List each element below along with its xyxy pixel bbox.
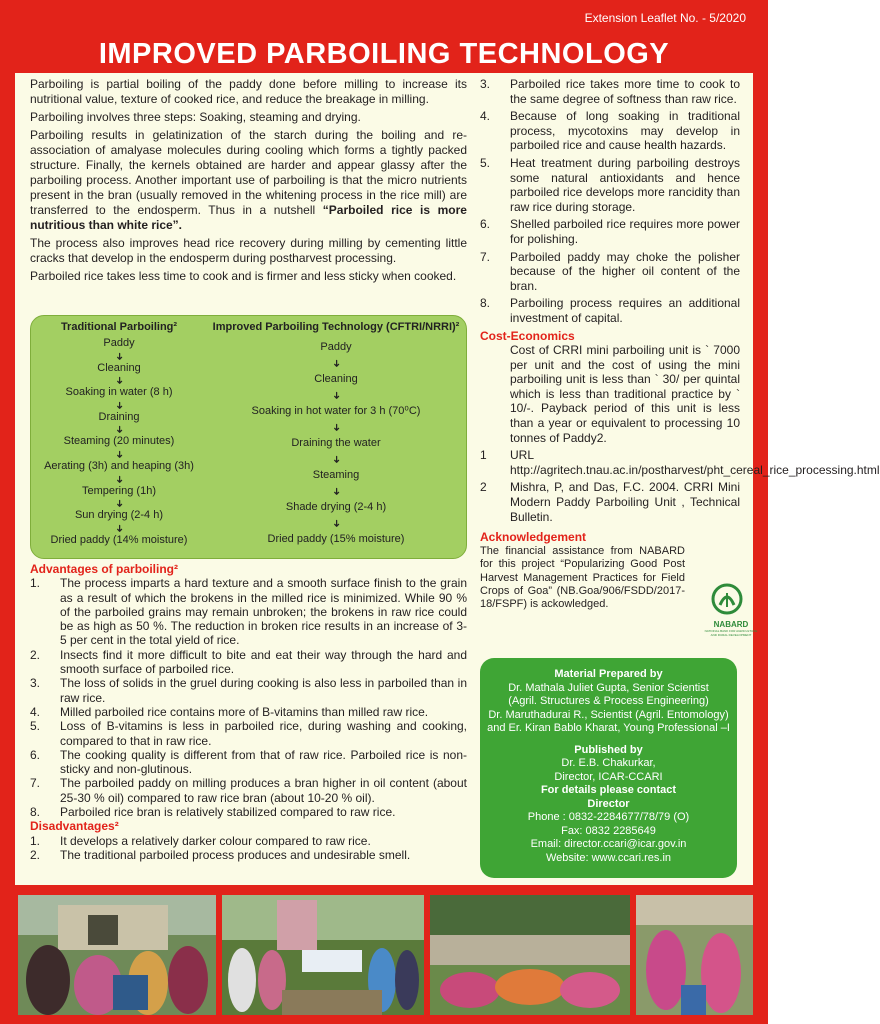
down-arrow-icon: ➜	[330, 423, 342, 432]
item-number: 8.	[30, 805, 41, 820]
flow-step: Draining	[98, 410, 140, 423]
left-column	[30, 77, 467, 287]
economics-text: Cost of CRRI mini parboiling unit is ` 7000 per unit and the cost of using the mini parboiling unit is less than ` 30/ per quintal which is less than traditional practice by ` 10/-. Payback period of this unit is less than a year or equivalent to processing 10 tonnes of Paddy2.	[510, 343, 740, 445]
down-arrow-icon: ➜	[330, 359, 342, 368]
improved-heading: Improved Parboiling Technology (CFTRI/NRRI)²	[212, 321, 460, 333]
prepared-line: Dr. Mathala Juliet Gupta, Senior Scientist	[508, 681, 709, 694]
content-panel	[15, 73, 880, 885]
advantages-section	[30, 562, 467, 862]
advantages-heading: Advantages of parboiling²	[30, 562, 179, 576]
item-text: Parboiled paddy may choke the polisher because of the higher oil content of the bran.	[510, 249, 740, 293]
disadvantage-item	[480, 296, 740, 325]
item-number: 4.	[480, 109, 491, 124]
item-number: 1.	[30, 833, 41, 848]
flow-step: Cleaning	[314, 373, 358, 385]
flow-step: Cleaning	[97, 361, 141, 374]
disadvantage-item	[480, 250, 740, 294]
item-text: The parboiled paddy on milling produces a bran higher in oil content (about 25-30 % oil) compared to raw rice bran (about 10-20 % oil).	[60, 776, 467, 805]
contact-subheading: Director	[587, 797, 630, 810]
item-number: 6.	[480, 217, 491, 232]
contact-heading: For details please contact	[540, 784, 677, 796]
item-text: Parboiling process requires an additional investment of capital.	[510, 296, 740, 325]
advantage-item	[30, 676, 467, 705]
right-column	[480, 77, 880, 615]
photo-demonstration-1	[18, 895, 216, 1015]
prepared-line: (Agril. Structures & Process Engineering)	[508, 695, 709, 707]
flow-step: Draining the water	[291, 437, 381, 449]
prepared-line: and Er. Kiran Bablo Kharat, Young Professional –I	[487, 722, 730, 734]
contact-line: Fax: 0832 2285649	[561, 824, 656, 837]
item-number: 3.	[30, 676, 41, 691]
item-number: 2.	[30, 647, 41, 662]
prepared-heading: Material Prepared by	[554, 668, 663, 680]
item-number: 1	[480, 448, 487, 463]
down-arrow-icon: ➜	[113, 524, 125, 533]
economics-heading: Cost-Economics	[480, 328, 575, 343]
item-number: 2	[480, 480, 487, 495]
published-line: Director, ICAR-CCARI	[554, 770, 663, 783]
flow-step: Shade drying (2-4 h)	[285, 501, 387, 513]
process-flow-box	[30, 315, 467, 559]
acknowledgement-heading: Acknowledgement	[480, 530, 587, 545]
acknowledgement-text: The financial assistance from NABARD for this project “Popularizing Good Post Harvest Management Practices for Field Crops of Goa” (NB.Goa/906/FSDD/2017-18/FSPF) is ackowledged.	[480, 544, 685, 611]
intro-paragraph-2: Parboiling involves three steps: Soaking, steaming and drying.	[30, 110, 361, 124]
page-title: IMPROVED PARBOILING TECHNOLOGY	[98, 38, 670, 70]
down-arrow-icon: ➜	[330, 487, 342, 496]
advantage-item	[30, 576, 467, 647]
traditional-flow	[35, 321, 203, 547]
intro-p3-bold: “Parboiled rice is more nutritious than white rice”.	[30, 203, 467, 232]
down-arrow-icon: ➜	[330, 455, 342, 464]
flow-step: Dried paddy (15% moisture)	[267, 533, 405, 545]
item-text: Heat treatment during parboiling destroys some natural antioxidants and hence parboiled rice develops more rancidity than raw rice during storage.	[510, 155, 740, 214]
traditional-heading: Traditional Parboiling²	[60, 321, 178, 333]
published-line: Dr. E.B. Chakurkar,	[561, 757, 656, 769]
item-text: Mishra, P, and Das, F.C. 2004. CRRI Mini Modern Paddy Parboiling Unit , Technical Bulletin.	[510, 480, 740, 524]
item-number: 6.	[30, 747, 41, 762]
item-text: Parboiled rice takes more time to cook to the same degree of softness than raw rice.	[510, 77, 740, 106]
disadvantage-item	[30, 834, 467, 848]
down-arrow-icon: ➜	[330, 519, 342, 528]
intro-p3-text: Parboiling results in gelatinization of the starch during the boiling and re-association of amalyase molecules during cooling which forms a tightly packed structure. Finally, the kernels obtained are harder and appear glassy after the parboiling process. Another important use of parboiling is that the micro nutrients present in the bran (usually removed in the whitening process in the rice mill) are transferred to the endosperm. Thus in a nutshell	[30, 128, 467, 217]
contact-line: Phone : 0832-2284677/78/79 (O)	[527, 811, 690, 823]
contact-line: Website: www.ccari.res.in	[545, 851, 672, 864]
flow-step: Steaming (20 minutes)	[63, 435, 175, 448]
photo-strip	[15, 895, 753, 1015]
down-arrow-icon: ➜	[113, 474, 125, 484]
item-number: 1.	[30, 576, 41, 591]
published-heading: Published by	[574, 743, 643, 756]
down-arrow-icon: ➜	[113, 376, 125, 385]
advantage-item	[30, 748, 467, 777]
down-arrow-icon: ➜	[113, 499, 125, 508]
published-lines	[480, 757, 737, 784]
flow-step: Soaking in water (8 h)	[65, 386, 173, 399]
item-text: The cooking quality is different from that of raw rice. Parboiled rice is non-sticky and non-glutinous.	[60, 747, 467, 777]
advantage-item	[30, 719, 467, 748]
flow-step: Paddy	[103, 337, 135, 349]
advantage-item	[30, 705, 467, 719]
prepared-line: Dr. Maruthadurai R., Scientist (Agril. Entomology)	[488, 708, 729, 721]
disadvantages-list-continued	[480, 77, 740, 326]
nabard-logo	[702, 583, 760, 635]
nabard-logo-text: NABARD	[713, 620, 749, 629]
disadvantage-item	[480, 156, 740, 214]
item-number: 5.	[480, 155, 491, 170]
item-text: URL http://agritech.tnau.ac.in/postharvest/pht_cereal_rice_processing.html	[510, 448, 880, 477]
advantage-item	[30, 648, 467, 677]
flow-step: Paddy	[320, 341, 352, 353]
disadvantage-item	[30, 848, 467, 862]
flow-step: Aerating (3h) and heaping (3h)	[44, 459, 194, 472]
item-text: It develops a relatively darker colour compared to raw rice.	[60, 833, 371, 848]
leaflet-number: Extension Leaflet No. - 5/2020	[584, 11, 746, 25]
down-arrow-icon: ➜	[113, 425, 125, 435]
down-arrow-icon: ➜	[330, 391, 342, 400]
disadvantages-list	[30, 834, 467, 863]
item-text: Parboiled rice bran is relatively stabilized compared to raw rice.	[60, 805, 396, 820]
references-list	[480, 448, 880, 524]
intro-paragraph-1: Parboiling is partial boiling of the paddy done before milling to increase its nutritional value, texture of cooked rice, and reduce the breakage in milling.	[30, 77, 467, 106]
item-number: 7.	[480, 249, 491, 264]
flow-step: Steaming	[312, 469, 360, 481]
item-number: 4.	[30, 704, 41, 719]
contact-line: Email: director.ccari@icar.gov.in	[530, 838, 687, 850]
down-arrow-icon: ➜	[113, 450, 125, 459]
intro-paragraph-4: The process also improves head rice recovery during milling by cementing little cracks that develop in the endosperm during postharvest processing.	[30, 236, 467, 265]
advantages-list	[30, 576, 467, 819]
intro-paragraph-5: Parboiled rice takes less time to cook and is firmer and less sticky when cooked.	[30, 269, 457, 283]
flow-step: Sun drying (2-4 h)	[74, 509, 164, 522]
down-arrow-icon: ➜	[113, 351, 125, 361]
photo-demonstration-2	[636, 895, 753, 1015]
item-text: The process imparts a hard texture and a smooth surface finish to the grain as a result of which the brokens in the milled rice is minimized. While 90 % of the parboiled grains may remain unbroken; the brokens in raw rice could be as high as 50 %. The reduction in broken rice results in an increase of 3-5 per cent in the total yield of rice.	[60, 576, 467, 648]
flow-step: Soaking in hot water for 3 h (70⁰C)	[251, 405, 421, 417]
item-text: Insects find it more difficult to bite and eat their way through the hard and smooth surface of parboiled rice.	[60, 647, 467, 677]
item-number: 7.	[30, 776, 41, 791]
disadvantages-heading: Disadvantages²	[30, 819, 119, 834]
contact-lines	[480, 811, 737, 865]
disadvantage-item	[480, 77, 740, 106]
nabard-emblem-icon	[702, 583, 752, 615]
item-text: Shelled parboiled rice requires more power for polishing.	[510, 217, 740, 246]
photo-training-session	[430, 895, 630, 1015]
item-number: 2.	[30, 847, 41, 862]
photo-group-banner	[222, 895, 424, 1015]
item-number: 5.	[30, 719, 41, 734]
flow-step: Dried paddy (14% moisture)	[50, 533, 188, 546]
flow-step: Tempering (1h)	[82, 484, 156, 497]
disadvantage-item	[480, 217, 740, 246]
credits-box	[480, 658, 737, 878]
item-number: 3.	[480, 77, 491, 91]
item-text: Because of long soaking in traditional process, mycotoxins may develop in parboiled rice and cause health hazards.	[510, 109, 740, 153]
item-text: The loss of solids in the gruel during cooking is also less in parboiled than in raw rice.	[60, 676, 467, 705]
item-number: 8.	[480, 296, 491, 311]
advantage-item	[30, 805, 467, 819]
item-text: Loss of B-vitamins is less in parboiled rice, during washing and cooking, compared to that in raw rice.	[60, 719, 467, 748]
item-text: The traditional parboiled process produces and undesirable smell.	[60, 847, 411, 862]
reference-item	[480, 448, 880, 477]
advantage-item	[30, 776, 467, 805]
improved-flow	[207, 321, 465, 550]
nabard-logo-subtext: NATIONAL BANK FOR AGRICULTURE AND RURAL DEVELOPMENT	[704, 629, 758, 637]
prepared-lines	[480, 682, 737, 736]
down-arrow-icon: ➜	[113, 401, 125, 410]
reference-item	[480, 480, 740, 524]
disadvantage-item	[480, 109, 740, 153]
item-text: Milled parboiled rice contains more of B-vitamins than milled raw rice.	[60, 704, 429, 719]
intro-paragraph-3	[30, 128, 467, 233]
